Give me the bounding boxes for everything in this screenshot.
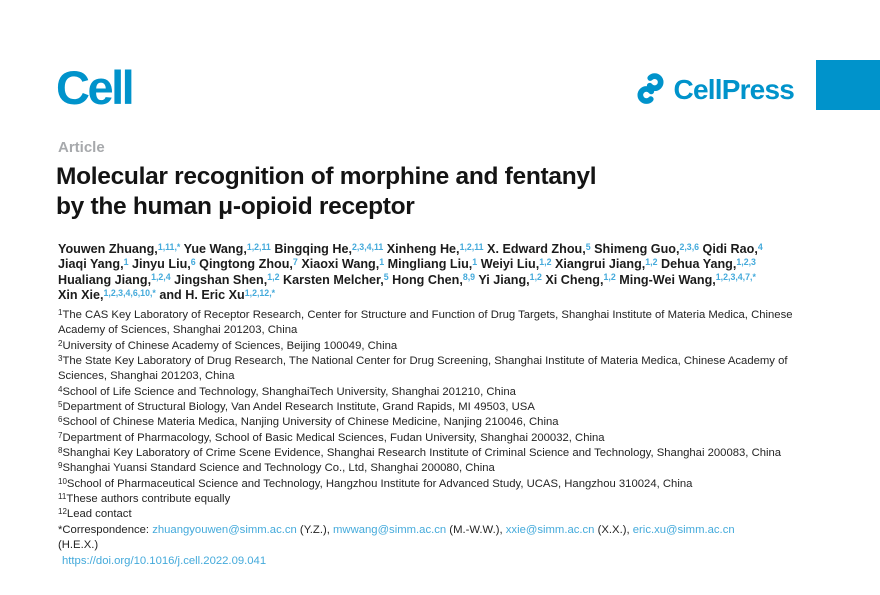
author-superscript: 1,2,11 [246,241,271,252]
affiliation-line [58,477,835,492]
author-superscript: 1 [123,256,129,267]
affiliation-number: 11 [58,492,67,502]
affiliation-number: 1 [58,308,63,317]
author-name: Jinyu Liu, [131,257,191,272]
author-name: Weiyi Liu, [480,257,540,272]
affiliation-number: 2 [58,338,63,348]
affiliation-line [58,507,835,522]
correspondence-text: *Correspondence: [58,523,153,536]
author-name: Hong Chen, [392,272,463,287]
correspondence-text: (Y.Z.), [296,523,333,536]
author-name: Karsten Melcher, [282,272,384,287]
affiliation-text: University of Chinese Academy of Sciences, Beijing 100049, China [62,339,398,352]
author-superscript: 1,2 [539,256,552,267]
cellpress-logo [634,73,794,106]
affiliation-text: Department of Structural Biology, Van Andel Research Institute, Grand Rapids, MI 49503, USA [62,401,535,414]
affiliation-line [58,308,835,339]
affiliation-number: 9 [58,461,63,471]
author-superscript: 2,3,6 [679,241,700,252]
correspondence-text: (X.X.), [594,523,633,536]
author-name: Shimeng Guo, [594,242,680,256]
affiliation-number: 8 [58,446,63,456]
correspondence-text: (M.-W.W.), [446,523,506,536]
author-superscript: 6 [190,256,196,267]
author-name: Yi Jiang, [478,272,530,287]
author-name: Dehua Yang, [661,257,737,272]
affiliation-text: Shanghai Yuansi Standard Science and Technology Co., Ltd, Shanghai 200080, China [62,462,495,475]
author-superscript: 1,11,* [157,241,181,252]
title-line-1: Molecular recognition of morphine and fentanyl [56,163,597,190]
correspondence-email-link[interactable]: eric.xu@simm.ac.cn [632,523,735,536]
affiliation-text: School of Chinese Materia Medica, Nanjing University of Chinese Medicine, Nanjing 210046, China [62,416,559,429]
affiliation-text: Lead contact [66,508,132,521]
author-superscript: 7 [292,256,298,267]
author-name: X. Edward Zhou, [487,242,586,256]
affiliation-text: Department of Pharmacology, School of Basic Medical Sciences, Fudan University, Shanghai 200032, China [62,431,605,444]
affiliation-number: 5 [58,400,63,410]
affiliation-text: School of Life Science and Technology, ShanghaiTech University, Shanghai 201210, China [62,385,516,398]
author-list [58,242,864,304]
correspondence-text: (H.E.X.) [58,539,99,552]
author-name: Qingtong Zhou, [199,257,293,272]
affiliation-line [58,492,835,507]
affiliation-line [58,354,835,385]
author-superscript: 1,2,12,* [244,287,276,298]
affiliation-number: 4 [58,384,63,394]
affiliation-number: 7 [58,430,63,440]
doi-link[interactable]: https://doi.org/10.1016/j.cell.2022.09.041 [62,554,267,567]
cell-journal-logo: Cell [56,61,133,114]
author-superscript: 1,2,3 [736,256,756,267]
affiliation-line [58,415,835,430]
author-name: Xiangrui Jiang, [554,257,646,272]
correspondence-line [58,523,835,554]
author-name: Xinheng He, [386,242,460,256]
page-title [56,162,856,222]
author-superscript: 1,2 [267,272,280,283]
author-name: Xin Xie, [58,288,104,303]
affiliation-number: 10 [58,476,67,486]
affiliation-text: The State Key Laboratory of Drug Research, The National Center for Drug Screening, Shanghai Institute of Materia Medica, Chinese Academy of Sciences, Shanghai 201203, China [58,355,788,383]
author-superscript: 1,2,3,4,7,* [715,272,756,283]
author-name: Hualiang Jiang, [58,272,152,287]
correspondence-email-link[interactable]: mwwang@simm.ac.cn [333,523,447,536]
article-type-label: Article [58,139,105,156]
affiliation-line [58,431,835,446]
affiliation-line [58,446,835,461]
affiliations-block [58,308,835,569]
affiliation-text: School of Pharmaceutical Science and Technology, Hangzhou Institute for Advanced Study, UCAS, Hangzhou 310024, China [66,477,693,490]
affiliation-line [58,400,835,415]
affiliation-text: The CAS Key Laboratory of Receptor Research, Center for Structure and Function of Drug Targets, Shanghai Institute of Materia Medica, Chinese Academy of Sciences, Shanghai 201203, China [58,309,793,337]
author-superscript: 1,2 [645,256,658,267]
title-line-2: by the human μ-opioid receptor [56,193,415,220]
corner-accent-rect [816,60,880,110]
cellpress-mark-icon [634,73,667,106]
author-name: Yue Wang, [183,242,247,256]
affiliation-number: 12 [58,507,67,517]
correspondence-email-link[interactable]: xxie@simm.ac.cn [505,523,595,536]
author-superscript: 2,3,4,11 [351,241,384,252]
affiliation-line [58,339,835,354]
author-superscript: 1 [379,256,385,267]
author-name: Xi Cheng, [545,272,604,287]
author-superscript: 8,9 [462,272,476,283]
author-superscript: 1,2,4 [151,272,171,283]
affiliation-number: 3 [58,354,63,364]
author-line [58,257,864,272]
author-superscript: 1,2 [529,272,542,283]
author-name: Xiaoxi Wang, [301,257,380,272]
affiliation-text: Shanghai Key Laboratory of Crime Scene Evidence, Shanghai Research Institute of Criminal Science and Technology, Shanghai 200083, China [62,447,782,460]
author-name: Jiaqi Yang, [58,257,124,272]
author-name: Bingqing He, [274,242,352,256]
author-name: Mingliang Liu, [387,257,473,272]
affiliation-number: 6 [58,415,63,425]
author-line [58,273,864,288]
author-superscript: 4 [757,241,763,252]
author-name: Ming-Wei Wang, [619,272,716,287]
author-superscript: 1,2,11 [459,241,484,252]
author-superscript: 5 [383,272,389,283]
author-name: Youwen Zhuang, [58,242,158,256]
cellpress-logo-text: CellPress [673,73,794,105]
author-superscript: 1,2 [603,272,616,283]
author-line [58,242,864,257]
author-superscript: 1,2,3,4,6,10,* [103,287,156,298]
author-name: Qidi Rao, [702,242,758,256]
affiliation-text: These authors contribute equally [66,493,231,506]
affiliation-line [58,461,835,476]
author-name: Jingshan Shen, [174,272,268,287]
author-line [58,288,864,303]
author-superscript: 5 [585,241,591,252]
correspondence-email-link[interactable]: zhuangyouwen@simm.ac.cn [152,523,297,536]
affiliation-line [58,385,835,400]
author-name: and H. Eric Xu [159,288,245,303]
author-superscript: 1 [472,256,478,267]
